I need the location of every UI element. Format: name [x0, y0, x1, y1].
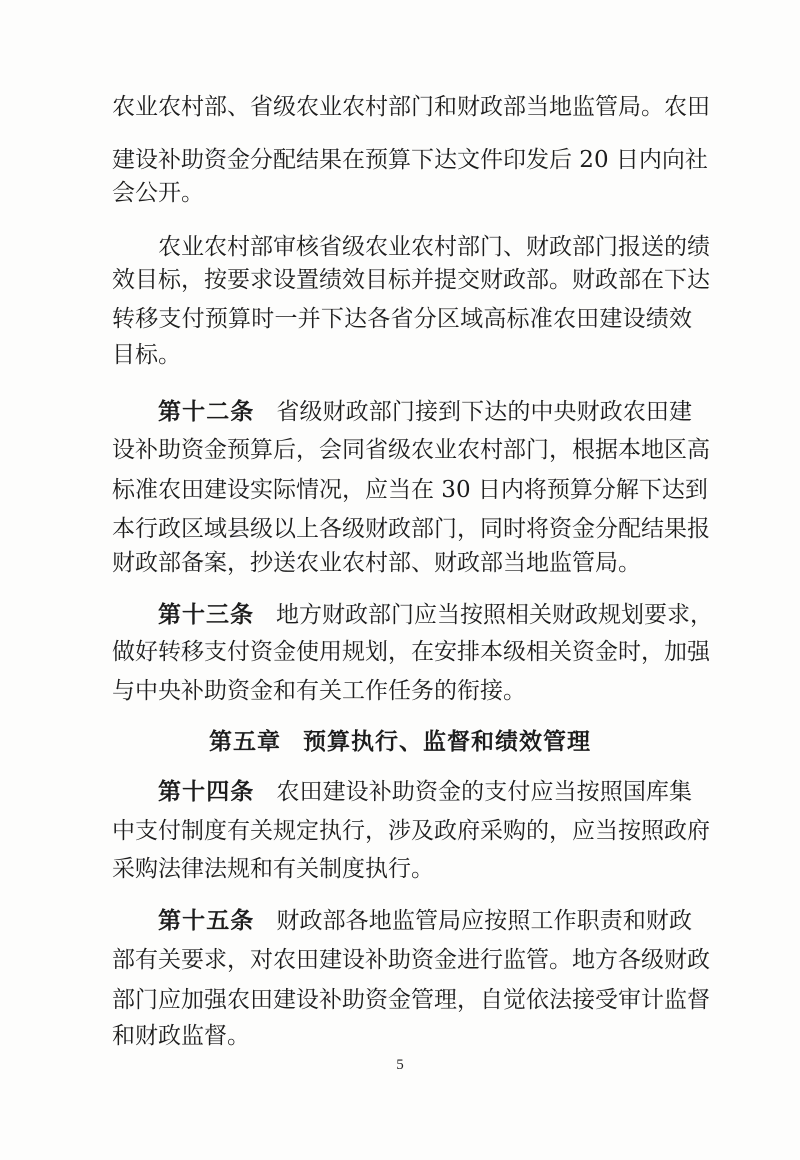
article-12-first-line [158, 397, 692, 427]
article-12-text: 省级财政部门接到下达的中央财政农田建 [276, 399, 693, 425]
paragraph-line: 标准农田建设实际情况，应当在 30 日内将预算分解下达到 [112, 477, 708, 503]
paragraph-line: 中支付制度有关规定执行，涉及政府采购的，应当按照政府 [112, 818, 710, 844]
paragraph-line: 和财政监督。 [112, 1023, 250, 1049]
article-14-text: 农田建设补助资金的支付应当按照国库集 [276, 779, 693, 805]
paragraph-line: 目标。 [112, 342, 181, 368]
chapter-heading [0, 727, 800, 757]
paragraph-line: 做好转移支付资金使用规划，在安排本级相关资金时，加强 [112, 639, 710, 665]
article-13-text: 地方财政部门应当按照相关财政规划要求， [276, 602, 713, 628]
page-number: 5 [396, 1057, 404, 1073]
chapter-number: 第五章 [209, 729, 281, 755]
chapter-title: 预算执行、监督和绩效管理 [303, 729, 591, 755]
article-15-first-line [158, 906, 692, 936]
paragraph-line: 设补助资金预算后，会同省级农业农村部门，根据本地区高 [112, 437, 710, 463]
paragraph-line: 与中央补助资金和有关工作任务的衔接。 [112, 678, 526, 704]
article-12-label: 第十二条 [158, 399, 255, 425]
article-14-label: 第十四条 [158, 779, 255, 805]
paragraph-line: 财政部备案，抄送农业农村部、财政部当地监管局。 [112, 550, 641, 576]
article-14-first-line [158, 777, 692, 807]
paragraph-line: 会公开。 [112, 180, 204, 206]
article-13-first-line [158, 600, 713, 630]
paragraph-line: 采购法律法规和有关制度执行。 [112, 856, 434, 882]
article-15-label: 第十五条 [158, 908, 255, 934]
paragraph-line: 本行政区域县级以上各级财政部门，同时将资金分配结果报 [112, 516, 710, 542]
paragraph-line: 农业农村部审核省级农业农村部门、财政部门报送的绩 [158, 234, 710, 260]
article-13-label: 第十三条 [158, 602, 254, 628]
paragraph-line: 部有关要求，对农田建设补助资金进行监管。地方各级财政 [112, 947, 710, 973]
article-15-text: 财政部各地监管局应按照工作职责和财政 [276, 908, 693, 934]
paragraph-line: 建设补助资金分配结果在预算下达文件印发后 20 日内向社 [112, 147, 708, 173]
paragraph-line: 部门应加强农田建设补助资金管理，自觉依法接受审计监督 [112, 987, 710, 1013]
paragraph-line: 转移支付预算时一并下达各省分区域高标准农田建设绩效 [112, 306, 692, 332]
paragraph-line: 效目标，按要求设置绩效目标并提交财政部。财政部在下达 [112, 267, 710, 293]
paragraph-line: 农业农村部、省级农业农村部门和财政部当地监管局。农田 [112, 94, 710, 120]
